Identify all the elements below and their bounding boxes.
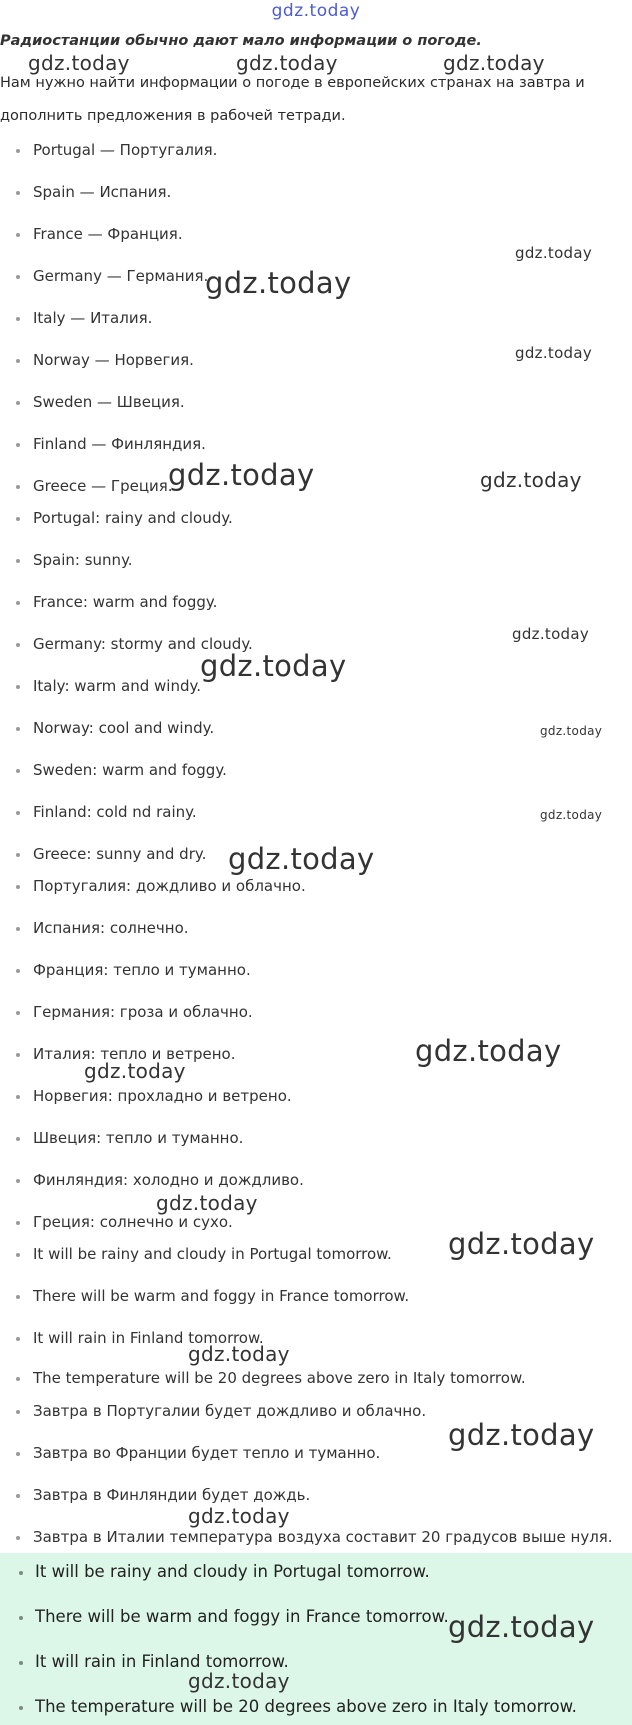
- bullet-dot: [16, 885, 20, 889]
- list-item-text: Италия: тепло и ветрено.: [33, 1045, 236, 1063]
- watermark: gdz.today: [228, 842, 375, 876]
- list-item-text: Завтра в Италии температура воздуха составит 20 градусов выше нуля.: [33, 1528, 613, 1546]
- list-item: [33, 477, 173, 495]
- list-item: [33, 719, 214, 737]
- bullet-dot: [16, 191, 20, 195]
- list-item-text: Завтра во Франции будет тепло и туманно.: [33, 1444, 381, 1462]
- bullet-dot: [16, 443, 20, 447]
- bullet-dot: [16, 727, 20, 731]
- watermark: gdz.today: [515, 344, 593, 362]
- bullet-dot: [19, 1661, 23, 1665]
- list-item-text: Germany: stormy and cloudy.: [33, 635, 253, 653]
- bullet-dot: [16, 1137, 20, 1141]
- bullet-dot: [16, 969, 20, 973]
- bullet-dot: [16, 1095, 20, 1099]
- list-item-text: Italy — Италия.: [33, 309, 153, 327]
- watermark: gdz.today: [415, 1034, 562, 1068]
- list-item-text: Norway — Норвегия.: [33, 351, 194, 369]
- list-item-text: Финляндия: холодно и дождливо.: [33, 1171, 304, 1189]
- list-item: [33, 803, 197, 821]
- bullet-dot: [16, 685, 20, 689]
- list-item-text: Finland — Финляндия.: [33, 435, 206, 453]
- list-item-text: Portugal: rainy and cloudy.: [33, 509, 233, 527]
- bullet-dot: [19, 1616, 23, 1620]
- watermark: gdz.today: [448, 1418, 595, 1452]
- site-logo[interactable]: gdz.today: [271, 1, 361, 21]
- list-item-text: Spain: sunny.: [33, 551, 133, 569]
- watermark: gdz.today: [28, 51, 130, 75]
- list-item: [33, 877, 306, 895]
- bullet-dot: [16, 1377, 20, 1381]
- list-item: [33, 1045, 235, 1063]
- watermark: gdz.today: [156, 1191, 258, 1215]
- watermark: gdz.today: [512, 625, 590, 643]
- list-item-text: Portugal — Португалия.: [33, 141, 218, 159]
- bullet-dot: [16, 1253, 20, 1257]
- bullet-dot: [16, 1337, 20, 1341]
- list-item: [33, 351, 194, 369]
- watermark: gdz.today: [205, 266, 352, 300]
- bullet-dot: [16, 601, 20, 605]
- list-item: [33, 1287, 409, 1305]
- list-item: [33, 1245, 392, 1263]
- list-item-text: Португалия: дождливо и облачно.: [33, 877, 306, 895]
- watermark: gdz.today: [84, 1059, 186, 1083]
- list-item-text: Greece: sunny and dry.: [33, 845, 207, 863]
- list-item-text: Sweden — Швеция.: [33, 393, 185, 411]
- list-item: [33, 1369, 526, 1387]
- list-item-text: The temperature will be 20 degrees above zero in Italy tomorrow.: [33, 1369, 526, 1387]
- list-item-text: France — Франция.: [33, 225, 183, 243]
- answer-item-text: It will be rainy and cloudy in Portugal tomorrow.: [35, 1562, 430, 1581]
- watermark: gdz.today: [448, 1610, 595, 1644]
- answer-item: [35, 1652, 289, 1671]
- bullet-dot: [16, 769, 20, 773]
- list-item: [33, 593, 217, 611]
- list-item: [33, 225, 183, 243]
- list-item: [33, 551, 133, 569]
- list-item: [33, 509, 233, 527]
- bullet-dot: [16, 485, 20, 489]
- list-item: [33, 267, 208, 285]
- list-item: [33, 961, 251, 979]
- list-item-text: Spain — Испания.: [33, 183, 172, 201]
- list-item: [33, 141, 217, 159]
- list-item-text: Греция: солнечно и сухо.: [33, 1213, 233, 1231]
- watermark: gdz.today: [200, 649, 347, 683]
- list-item: [33, 1486, 310, 1504]
- list-item: [33, 1087, 292, 1105]
- bullet-dot: [16, 233, 20, 237]
- list-item: [33, 183, 171, 201]
- bullet-dot: [16, 1053, 20, 1057]
- watermark: gdz.today: [480, 468, 582, 492]
- bullet-dot: [16, 927, 20, 931]
- list-item: [33, 435, 206, 453]
- bullet-dot: [16, 401, 20, 405]
- list-item-text: Sweden: warm and foggy.: [33, 761, 227, 779]
- list-item: [33, 1129, 243, 1147]
- bullet-dot: [16, 275, 20, 279]
- list-item: [33, 919, 189, 937]
- list-item-text: Finland: cold nd rainy.: [33, 803, 197, 821]
- watermark: gdz.today: [168, 458, 315, 492]
- bullet-dot: [19, 1706, 23, 1710]
- answer-item-text: There will be warm and foggy in France tomorrow.: [35, 1607, 449, 1626]
- bullet-dot: [16, 1011, 20, 1015]
- intro-line-1: Радиостанции обычно дают мало информации о погоде.: [0, 33, 482, 49]
- bullet-dot: [16, 1536, 20, 1540]
- answer-item: [35, 1697, 577, 1716]
- list-item-text: Франция: тепло и туманно.: [33, 961, 251, 979]
- list-item: [33, 1528, 613, 1546]
- answer-item-text: It will rain in Finland tomorrow.: [35, 1652, 289, 1671]
- watermark: gdz.today: [188, 1669, 290, 1693]
- list-item-text: Norway: cool and windy.: [33, 719, 215, 737]
- list-item: [33, 635, 253, 653]
- watermark: gdz.today: [443, 51, 545, 75]
- answer-item-text: The temperature will be 20 degrees above zero in Italy tomorrow.: [35, 1697, 577, 1716]
- bullet-dot: [16, 643, 20, 647]
- bullet-dot: [16, 1221, 20, 1225]
- bullet-dot: [16, 1452, 20, 1456]
- list-item-text: Germany — Германия.: [33, 267, 209, 285]
- watermark: gdz.today: [515, 244, 593, 262]
- answer-item: [35, 1607, 449, 1626]
- list-item: [33, 1402, 426, 1420]
- list-item-text: Italy: warm and windy.: [33, 677, 201, 695]
- list-item-text: It will be rainy and cloudy in Portugal tomorrow.: [33, 1245, 392, 1263]
- list-item: [33, 761, 227, 779]
- list-item: [33, 1213, 233, 1231]
- bullet-dot: [16, 359, 20, 363]
- bullet-dot: [19, 1571, 23, 1575]
- watermark: gdz.today: [448, 1227, 595, 1261]
- list-item: [33, 309, 152, 327]
- bullet-dot: [16, 517, 20, 521]
- bullet-dot: [16, 1410, 20, 1414]
- list-item-text: Германия: гроза и облачно.: [33, 1003, 253, 1021]
- list-item-text: Норвегия: прохладно и ветрено.: [33, 1087, 292, 1105]
- list-item: [33, 393, 185, 411]
- answer-item: [35, 1562, 430, 1581]
- bullet-dot: [16, 1179, 20, 1183]
- bullet-dot: [16, 317, 20, 321]
- list-item-text: Испания: солнечно.: [33, 919, 189, 937]
- bullet-dot: [16, 559, 20, 563]
- list-item-text: Завтра в Финляндии будет дождь.: [33, 1486, 311, 1504]
- list-item-text: It will rain in Finland tomorrow.: [33, 1329, 264, 1347]
- list-item: [33, 845, 206, 863]
- list-item: [33, 1171, 304, 1189]
- intro-line-2: Нам нужно найти информации о погоде в европейских странах на завтра и: [0, 75, 585, 91]
- list-item: [33, 677, 201, 695]
- list-item-text: Швеция: тепло и туманно.: [33, 1129, 244, 1147]
- watermark: gdz.today: [236, 51, 338, 75]
- intro-line-3: дополнить предложения в рабочей тетради.: [0, 108, 346, 124]
- bullet-dot: [16, 1295, 20, 1299]
- list-item: [33, 1003, 253, 1021]
- watermark: gdz.today: [188, 1342, 290, 1366]
- watermark: gdz.today: [540, 724, 603, 738]
- list-item: [33, 1444, 380, 1462]
- watermark: gdz.today: [540, 808, 603, 822]
- answer-box: [0, 1553, 632, 1725]
- list-item-text: There will be warm and foggy in France tomorrow.: [33, 1287, 410, 1305]
- bullet-dot: [16, 149, 20, 153]
- bullet-dot: [16, 1494, 20, 1498]
- list-item-text: France: warm and foggy.: [33, 593, 218, 611]
- list-item-text: Завтра в Португалии будет дождливо и облачно.: [33, 1402, 427, 1420]
- list-item: [33, 1329, 264, 1347]
- bullet-dot: [16, 853, 20, 857]
- list-item-text: Greece — Греция.: [33, 477, 173, 495]
- bullet-dot: [16, 811, 20, 815]
- watermark: gdz.today: [188, 1504, 290, 1528]
